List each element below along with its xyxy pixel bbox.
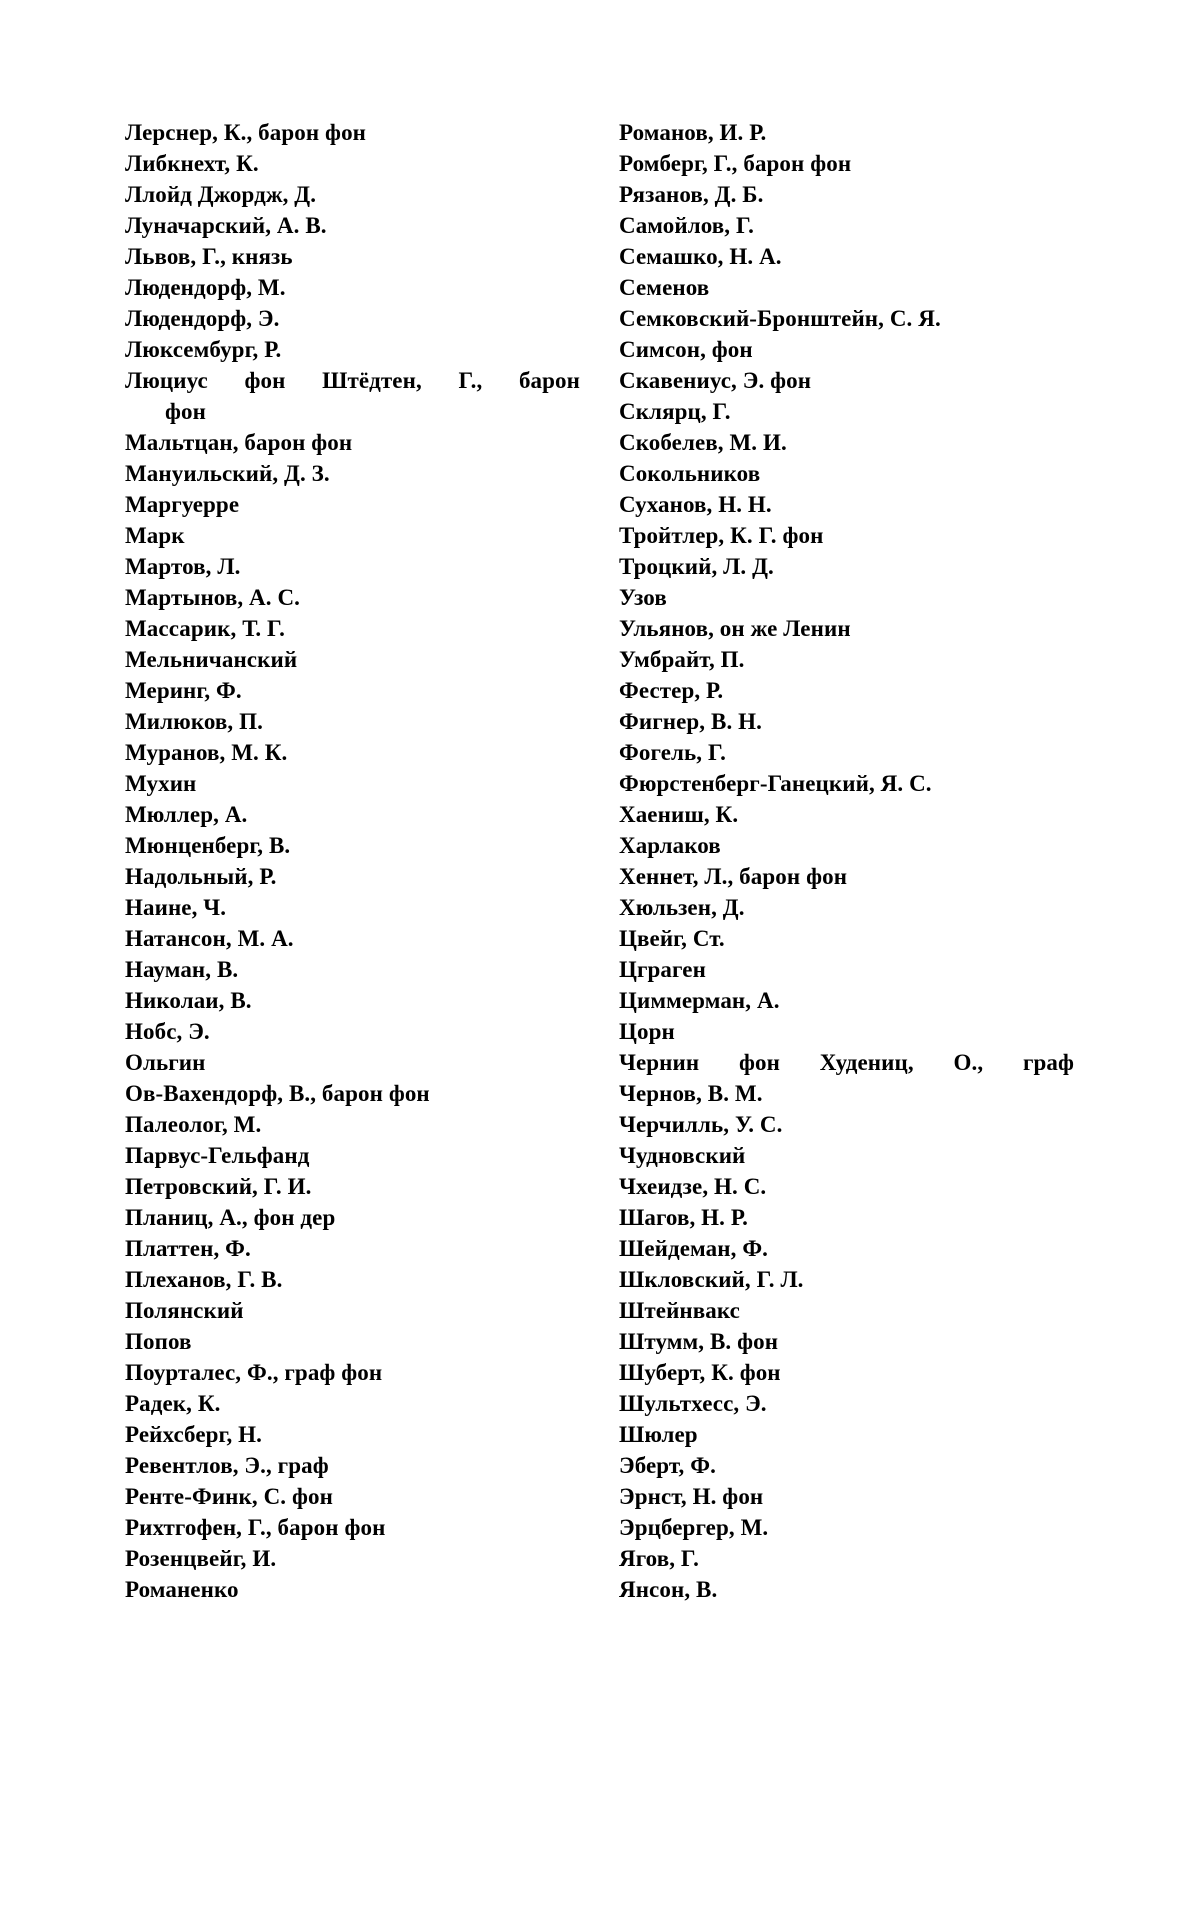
index-entry: Симсон, фон [619, 337, 753, 362]
index-entry: Парвус-Гельфанд [125, 1143, 310, 1168]
index-entry: Фигнер, В. Н. [619, 709, 762, 734]
index-entry: Шюлер [619, 1422, 698, 1447]
index-entry: Эрцбергер, М. [619, 1515, 769, 1540]
index-entry: Романов, И. Р. [619, 120, 767, 145]
index-entry: Штумм, В. фон [619, 1329, 779, 1354]
index-entry: Николаи, В. [125, 988, 252, 1013]
index-entry: Мартынов, А. С. [125, 585, 301, 610]
index-entry: Цорн [619, 1019, 675, 1044]
index-entry: Ревентлов, Э., граф [125, 1453, 329, 1478]
index-entry: Шейдеман, Ф. [619, 1236, 769, 1261]
index-entry: Семашко, Н. А. [619, 244, 782, 269]
index-entry: Чудновский [619, 1143, 746, 1168]
index-entry: Меринг, Ф. [125, 678, 242, 703]
index-entry: Платтен, Ф. [125, 1236, 251, 1261]
index-entry: Умбрайт, П. [619, 647, 745, 672]
index-entry: Чернов, В. М. [619, 1081, 763, 1106]
index-entry: Ульянов, он же Ленин [619, 616, 851, 641]
index-entry: Попов [125, 1329, 192, 1354]
index-entry: Маргуерре [125, 492, 240, 517]
index-entry: Скавениус, Э. фон [619, 368, 812, 393]
index-entry: Янсон, В. [619, 1577, 718, 1602]
index-entry: Ллойд Джордж, Д. [125, 182, 317, 207]
index-entry: Надольный, Р. [125, 864, 277, 889]
index-entry: Самойлов, Г. [619, 213, 754, 238]
index-entry: Людендорф, М. [125, 275, 286, 300]
index-entry: Наине, Ч. [125, 895, 227, 920]
index-entry: фон [165, 399, 206, 424]
index-entry: Семенов [619, 275, 710, 300]
index-entry: Фюрстенберг-Ганецкий, Я. С. [619, 771, 932, 796]
index-entry: Палеолог, М. [125, 1112, 262, 1137]
index-entry: Милюков, П. [125, 709, 263, 734]
index-entry: Харлаков [619, 833, 721, 858]
index-entry: Планиц, А., фон дер [125, 1205, 336, 1230]
index-entry: Ромберг, Г., барон фон [619, 151, 852, 176]
index-column-right [619, 117, 1074, 1605]
index-entry: Сокольников [619, 461, 761, 486]
index-entry: Фестер, Р. [619, 678, 724, 703]
index-entry: Мартов, Л. [125, 554, 241, 579]
index-entry: Люциус фон Штёдтен, Г., барон [125, 368, 580, 393]
index-entry: Поурталес, Ф., граф фон [125, 1360, 383, 1385]
index-entry: Ренте-Финк, С. фон [125, 1484, 333, 1509]
index-entry: Массарик, Т. Г. [125, 616, 286, 641]
index-entry: Циммерман, А. [619, 988, 780, 1013]
index-entry: Рязанов, Д. Б. [619, 182, 764, 207]
index-entry: Шультхесс, Э. [619, 1391, 767, 1416]
index-entry: Мануильский, Д. З. [125, 461, 330, 486]
index-entry: Троцкий, Л. Д. [619, 554, 774, 579]
index-entry: Плеханов, Г. В. [125, 1267, 283, 1292]
index-entry: Ов-Вахендорф, В., барон фон [125, 1081, 430, 1106]
index-entry: Мюллер, А. [125, 802, 248, 827]
index-entry: Луначарский, А. В. [125, 213, 327, 238]
index-entry: Мальтцан, барон фон [125, 430, 353, 455]
index-entry: Либкнехт, К. [125, 151, 259, 176]
index-entry: Марк [125, 523, 185, 548]
index-entry: Чернин фон Худениц, О., граф [619, 1050, 1074, 1075]
index-entry: Хеннет, Л., барон фон [619, 864, 848, 889]
index-entry: Романенко [125, 1577, 239, 1602]
index-entry: Полянский [125, 1298, 244, 1323]
index-entry: Рейхсберг, Н. [125, 1422, 263, 1447]
index-entry: Шуберт, К. фон [619, 1360, 781, 1385]
index-entry: Люксембург, Р. [125, 337, 282, 362]
index-entry: Семковский-Бронштейн, С. Я. [619, 306, 941, 331]
index-entry: Хаениш, К. [619, 802, 739, 827]
index-entry: Цвейг, Ст. [619, 926, 725, 951]
index-entry: Шагов, Н. Р. [619, 1205, 748, 1230]
index-entry: Натансон, М. А. [125, 926, 294, 951]
index-entry: Мюнценберг, В. [125, 833, 291, 858]
index-entry: Ягов, Г. [619, 1546, 699, 1571]
index-entry: Штейнвакс [619, 1298, 740, 1323]
index-entry: Людендорф, Э. [125, 306, 280, 331]
index-entry: Львов, Г., князь [125, 244, 293, 269]
index-entry: Лерснер, К., барон фон [125, 120, 367, 145]
index-entry: Черчилль, У. С. [619, 1112, 783, 1137]
index-entry: Склярц, Г. [619, 399, 731, 424]
index-entry: Узов [619, 585, 667, 610]
index-entry: Суханов, Н. Н. [619, 492, 772, 517]
index-entry: Нобс, Э. [125, 1019, 210, 1044]
index-entry: Хюльзен, Д. [619, 895, 745, 920]
index-entry: Цграген [619, 957, 706, 982]
index-entry: Скобелев, М. И. [619, 430, 787, 455]
index-entry: Рихтгофен, Г., барон фон [125, 1515, 386, 1540]
index-entry: Тройтлер, К. Г. фон [619, 523, 824, 548]
index-entry: Розенцвейг, И. [125, 1546, 277, 1571]
index-entry: Шкловский, Г. Л. [619, 1267, 804, 1292]
index-entry: Науман, В. [125, 957, 239, 982]
index-column-left [125, 117, 580, 1605]
index-entry: Фогель, Г. [619, 740, 726, 765]
index-entry: Ольгин [125, 1050, 206, 1075]
index-entry: Эрнст, Н. фон [619, 1484, 764, 1509]
index-entry: Чхеидзе, Н. С. [619, 1174, 767, 1199]
index-entry: Муранов, М. К. [125, 740, 288, 765]
index-entry: Мельничанский [125, 647, 298, 672]
index-entry: Петровский, Г. И. [125, 1174, 312, 1199]
index-entry: Эберт, Ф. [619, 1453, 716, 1478]
index-entry: Мухин [125, 771, 197, 796]
index-entry: Радек, К. [125, 1391, 221, 1416]
